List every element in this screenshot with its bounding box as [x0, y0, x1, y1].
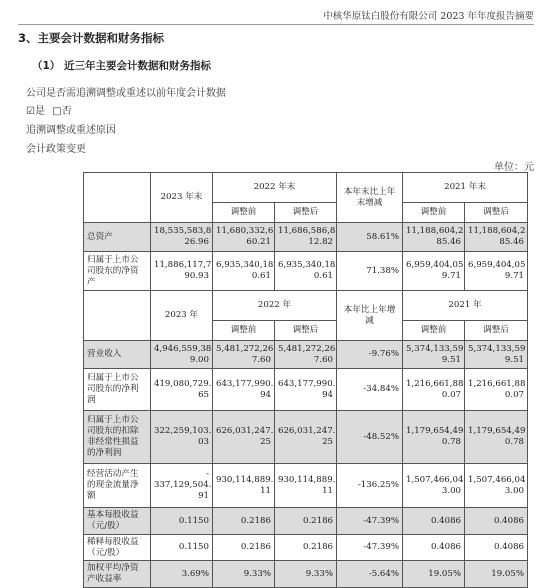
table1-row-label: 归属于上市公司股东的净资产 — [84, 252, 151, 291]
table2-row-label: 加权平均净资产收益率 — [84, 561, 151, 588]
table2-cell: 1,216,661,88 0.07 — [465, 369, 528, 411]
table2-subheader-0: 调整前 — [213, 321, 275, 341]
table1-subheader-0: 调整前 — [213, 203, 275, 223]
table1-row — [84, 223, 528, 252]
restate-options — [26, 102, 72, 117]
table1-header-blank — [84, 173, 151, 223]
financial-table — [83, 172, 528, 588]
table1-header-prior2: 2021 年末 — [403, 173, 528, 203]
table2-cell: 322,259,103. 03 — [151, 411, 213, 464]
table1-cell: 6,935,340,18 0.61 — [213, 252, 275, 291]
no-label: 否 — [61, 106, 72, 117]
table1-cell: 6,959,404,05 9.71 — [403, 252, 465, 291]
table1-cell: 11,188,604,2 85.46 — [403, 223, 465, 252]
table2-row-label: 经营活动产生的现金流量净额 — [84, 464, 151, 508]
table1-cell: 11,886,117,7 90.93 — [151, 252, 213, 291]
table2-cell: -136.25% — [337, 464, 403, 508]
table2-header-current: 2023 年 — [151, 291, 213, 341]
table2-cell: -47.39% — [337, 535, 403, 561]
table2-subheader-3: 调整后 — [465, 321, 528, 341]
table2-row-label: 营业收入 — [84, 341, 151, 369]
table1-header-current: 2023 年末 — [151, 173, 213, 223]
table2-cell: 5,481,272,26 7.60 — [275, 341, 337, 369]
table2-header-change: 本年比上年增 减 — [337, 291, 403, 341]
table2-row-label: 基本每股收益（元/股） — [84, 508, 151, 535]
table2-cell: 5,481,272,26 7.60 — [213, 341, 275, 369]
yes-checkbox[interactable]: ☑ — [26, 106, 35, 117]
table1-cell: 11,680,332,6 60.21 — [213, 223, 275, 252]
restate-question: 公司是否需追溯调整或重述以前年度会计数据 — [26, 88, 226, 99]
table2-cell: -5.64% — [337, 561, 403, 588]
table2-cell: 5,374,133,59 9.51 — [403, 341, 465, 369]
table1-subheader-1: 调整后 — [275, 203, 337, 223]
unit-label: 单位：元 — [494, 162, 534, 173]
table2-cell: 9.33% — [213, 561, 275, 588]
table2-cell: 1,179,654,49 0.78 — [465, 411, 528, 464]
table2-cell: -9.76% — [337, 341, 403, 369]
table2-cell: 1,179,654,49 0.78 — [403, 411, 465, 464]
table1-header-row — [84, 173, 528, 203]
table2-cell: 643,177,990. 94 — [275, 369, 337, 411]
table2-cell: 0.4086 — [403, 535, 465, 561]
table2-cell: 0.4086 — [403, 508, 465, 535]
table1-row — [84, 252, 528, 291]
table2-header-blank — [84, 291, 151, 341]
table2-cell: 3.69% — [151, 561, 213, 588]
table1-cell: 58.61% — [337, 223, 403, 252]
table2-row — [84, 341, 528, 369]
table2-cell: 1,507,466,04 3.00 — [403, 464, 465, 508]
table2-cell: 1,507,466,04 3.00 — [465, 464, 528, 508]
table2-cell: 4,946,559,38 9.00 — [151, 341, 213, 369]
table1-subheader-3: 调整后 — [465, 203, 528, 223]
table1-cell: 6,959,404,05 9.71 — [465, 252, 528, 291]
table2-cell: 1,216,661,88 0.07 — [403, 369, 465, 411]
table2-cell: 19.05% — [403, 561, 465, 588]
table2-cell: 643,177,990. 94 — [213, 369, 275, 411]
yes-label: 是 — [34, 106, 45, 117]
table2-row — [84, 535, 528, 561]
table2-header-row — [84, 291, 528, 321]
section-subtitle: （1） 近三年主要会计数据和财务指标 — [32, 60, 211, 72]
table2-row-label: 归属于上市公司股东的扣除非经常性损益的净利润 — [84, 411, 151, 464]
table2-cell: 5,374,133,59 9.51 — [465, 341, 528, 369]
table2-header-prior: 2022 年 — [213, 291, 337, 321]
table1-header-prior: 2022 年末 — [213, 173, 337, 203]
table1-cell: 11,686,586,8 12.82 — [275, 223, 337, 252]
table2-row — [84, 464, 528, 508]
table2-row — [84, 411, 528, 464]
table1-row-label: 总资产 — [84, 223, 151, 252]
table2-cell: 0.2186 — [275, 508, 337, 535]
table2-subheader-2: 调整前 — [403, 321, 465, 341]
table2-cell: 930,114,889. 11 — [213, 464, 275, 508]
table2-cell: 0.2186 — [213, 535, 275, 561]
table2-cell: 0.1150 — [151, 535, 213, 561]
table2-cell: 19.05% — [465, 561, 528, 588]
table2-cell: 0.2186 — [213, 508, 275, 535]
table2-cell: 9.33% — [275, 561, 337, 588]
table2-cell: 0.1150 — [151, 508, 213, 535]
table2-cell: -34.84% — [337, 369, 403, 411]
table2-cell: 626,031,247. 25 — [275, 411, 337, 464]
table1-subheader-2: 调整前 — [403, 203, 465, 223]
table2-cell: 419,080,729. 65 — [151, 369, 213, 411]
table2-cell: 930,114,889. 11 — [275, 464, 337, 508]
table1-header-change: 本年末比上年 末增减 — [337, 173, 403, 223]
table2-cell: -47.39% — [337, 508, 403, 535]
table2-cell: - 337,129,504. 91 — [151, 464, 213, 508]
table2-row — [84, 508, 528, 535]
table2-row — [84, 561, 528, 588]
table2-row — [84, 369, 528, 411]
reason-value: 会计政策变更 — [26, 144, 86, 155]
table2-header-prior2: 2021 年 — [403, 291, 528, 321]
table2-cell: 0.4086 — [465, 508, 528, 535]
table2-row-label: 稀释每股收益（元/股） — [84, 535, 151, 561]
table1-cell: 18,535,583,8 26.96 — [151, 223, 213, 252]
table1-cell: 71.38% — [337, 252, 403, 291]
table2-cell: 0.2186 — [275, 535, 337, 561]
no-checkbox[interactable]: □ — [52, 106, 62, 117]
table2-row-label: 归属于上市公司股东的净利润 — [84, 369, 151, 411]
report-header-title: 中核华原钛白股份有限公司 2023 年年度报告摘要 — [323, 11, 534, 22]
reason-label: 追溯调整或重述原因 — [26, 125, 116, 136]
table2-cell: 626,031,247. 25 — [213, 411, 275, 464]
table2-cell: -48.52% — [337, 411, 403, 464]
table1-cell: 6,935,340,18 0.61 — [275, 252, 337, 291]
table2-cell: 0.4086 — [465, 535, 528, 561]
table2-subheader-1: 调整后 — [275, 321, 337, 341]
section-title: 3、主要会计数据和财务指标 — [18, 31, 165, 45]
table1-cell: 11,188,604,2 85.46 — [465, 223, 528, 252]
header-divider — [18, 24, 534, 25]
